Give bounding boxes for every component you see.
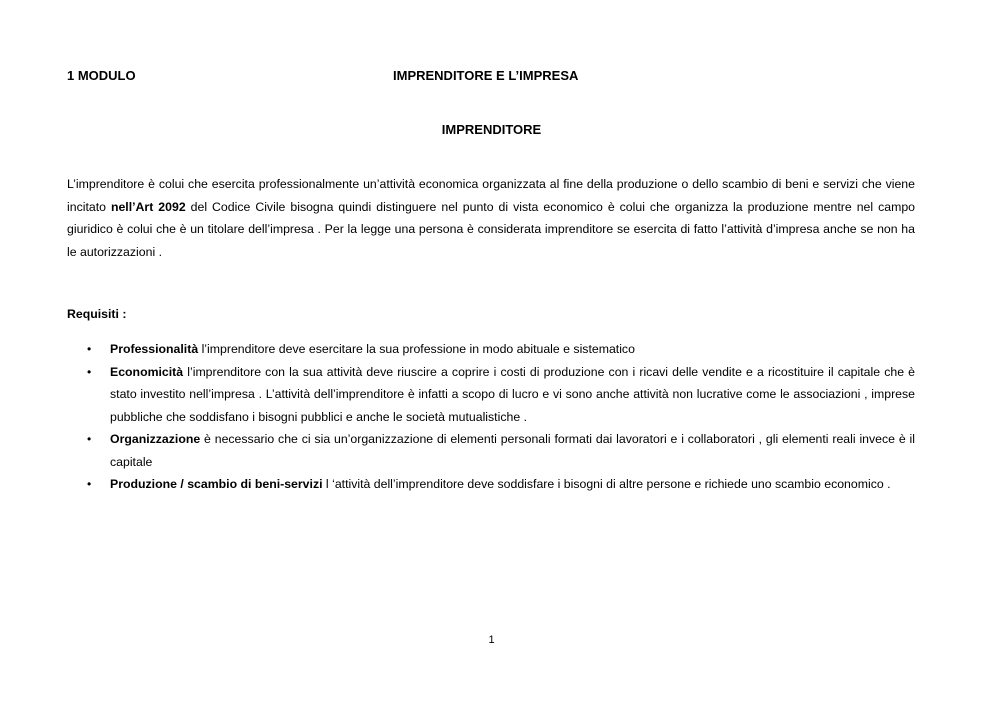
intro-article-reference: nell’Art 2092 [110,199,186,214]
requirement-text: l ‘attività dell’imprenditore deve soddisfare i bisogni di altre persone e richiede uno scambio economico . [322,477,891,491]
list-item [67,473,915,496]
requirement-text: l’imprenditore con la sua attività deve riuscire a coprire i costi di produzione con i ricavi delle vendite e a ricostituire il capitale che è stato investito nell’impresa . L’attività dell’imprenditore è infatti a scopo di lucro e vi sono anche attività non lucrative come le associazioni , imprese pubbliche che soddisfano i bisogni pubblici e anche le società mutualistiche . [110,364,915,424]
requirement-term: Organizzazione [110,432,201,446]
bullet-icon: • [87,364,92,379]
list-item [67,428,915,473]
page-number: 1 [488,634,495,646]
requirement-term: Produzione / scambio di beni-servizi [110,477,323,491]
intro-text-part2: del Codice Civile bisogna quindi distinguere nel punto di vista economico è colui che organizza la produzione mentre nel campo giuridico è colui che è un titolare dell’impresa . Per la legge una persona è considerata imprenditore se esercita di fatto l’attività d’impresa anche se non ha le autorizzazioni . [67,199,915,259]
list-item [67,361,915,429]
list-item [67,338,915,361]
requirement-text: è necessario che ci sia un’organizzazione di elementi personali formati dai lavoratori e i collaboratori , gli elementi reali invece è il capitale [110,432,915,469]
intro-text-part1: L’imprenditore è colui che esercita professionalmente un’attività economica organizzata al fine della produzione o dello scambio di beni e servizi che viene incitato [67,177,915,214]
section-title: IMPRENDITORE [441,122,542,137]
requirement-term: Economicità [110,364,184,379]
bullet-icon: • [87,342,92,356]
bullet-icon: • [87,432,92,446]
requirement-term: Professionalità [110,342,199,356]
requirements-label: Requisiti : [67,307,127,321]
bullet-icon: • [87,477,92,491]
module-label: 1 MODULO [67,68,136,83]
requirement-text: l’imprenditore deve esercitare la sua professione in modo abituale e sistematico [198,342,635,356]
intro-paragraph [67,173,915,263]
requirements-list [67,338,915,496]
document-title: IMPRENDITORE E L’IMPRESA [393,68,579,83]
